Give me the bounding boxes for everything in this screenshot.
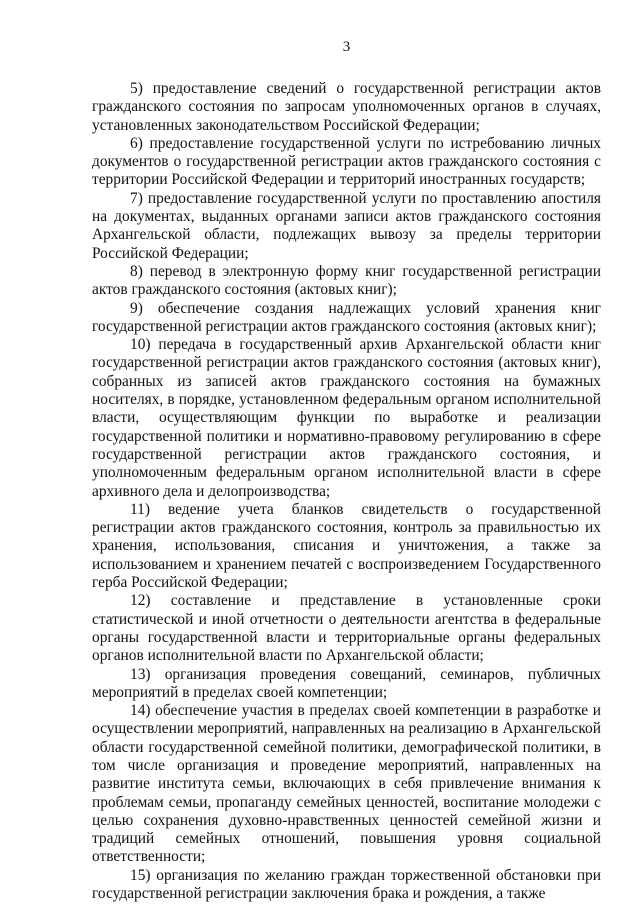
paragraph-item-12: 12) составление и представление в установленные сроки статистической и иной отчетности о деятельности агентства в федеральные органы государственной власти и территориальные органы федеральных органов исполнительной власти по Архангельской области; [92,592,601,665]
page-number: 3 [342,39,351,55]
paragraph-item-6: 6) предоставление государственной услуги по истребованию личных документов о государственной регистрации актов гражданского состояния с территории Российской Федерации и территорий иностранных государств; [92,134,601,189]
paragraph-item-11: 11) ведение учета бланков свидетельств о государственной регистрации актов гражданского состояния, контроль за правильностью их хранения, использования, списания и уничтожения, а также за использованием и хранением печатей с воспроизведением Государственного герба Российской Федерации; [92,500,601,592]
paragraph-item-9: 9) обеспечение создания надлежащих условий хранения книг государственной регистрации актов гражданского состояния (актовых книг); [92,299,601,335]
paragraph-item-10: 10) передача в государственный архив Архангельской области книг государственной регистрации актов гражданского состояния (актовых книг), собранных из записей актов гражданского состояния на бумажных носителях, в порядке, установленном федеральным органом исполнительной власти, осуществляющим функции по выработке и реализации государственной политики и нормативно-правовому регулированию в сфере государственной регистрации актов гражданского состояния, и уполномоченным федеральным органом исполнительной власти в сфере архивного дела и делопроизводства; [92,336,601,500]
paragraph-item-8: 8) перевод в электронную форму книг государственной регистрации актов гражданского состояния (актовых книг); [92,262,601,299]
paragraph-item-13: 13) организация проведения совещаний, семинаров, публичных мероприятий в пределах своей компетенции; [92,665,601,701]
paragraph-item-14: 14) обеспечение участия в пределах своей компетенции в разработке и осуществлении мероприятий, направленных на реализацию в Архангельской области государственной семейной политики, демографической политики, в том числе организация и проведение мероприятий, направленных на развитие института семьи, включающих в себя привлечение внимания к проблемам семьи, пропаганду семейных ценностей, воспитание молодежи с целью сохранения духовно-нравственных ценностей семейной жизни и традиций семейных отношений, повышения уровня социальной ответственности; [92,702,601,866]
paragraph-item-5: 5) предоставление сведений о государственной регистрации актов гражданского состояния по запросам уполномоченных органов в случаях, установленных законодательством Российской Федерации; [92,80,601,134]
paragraph-item-15: 15) организация по желанию граждан торжественной обстановки при государственной регистрации заключения брака и рождения, а также [92,866,601,903]
paragraph-item-7: 7) предоставление государственной услуги по проставлению апостиля на документах, выданных органами записи актов гражданского состояния Архангельской области, подлежащих вывозу за пределы территории Российской Федерации; [92,189,601,262]
